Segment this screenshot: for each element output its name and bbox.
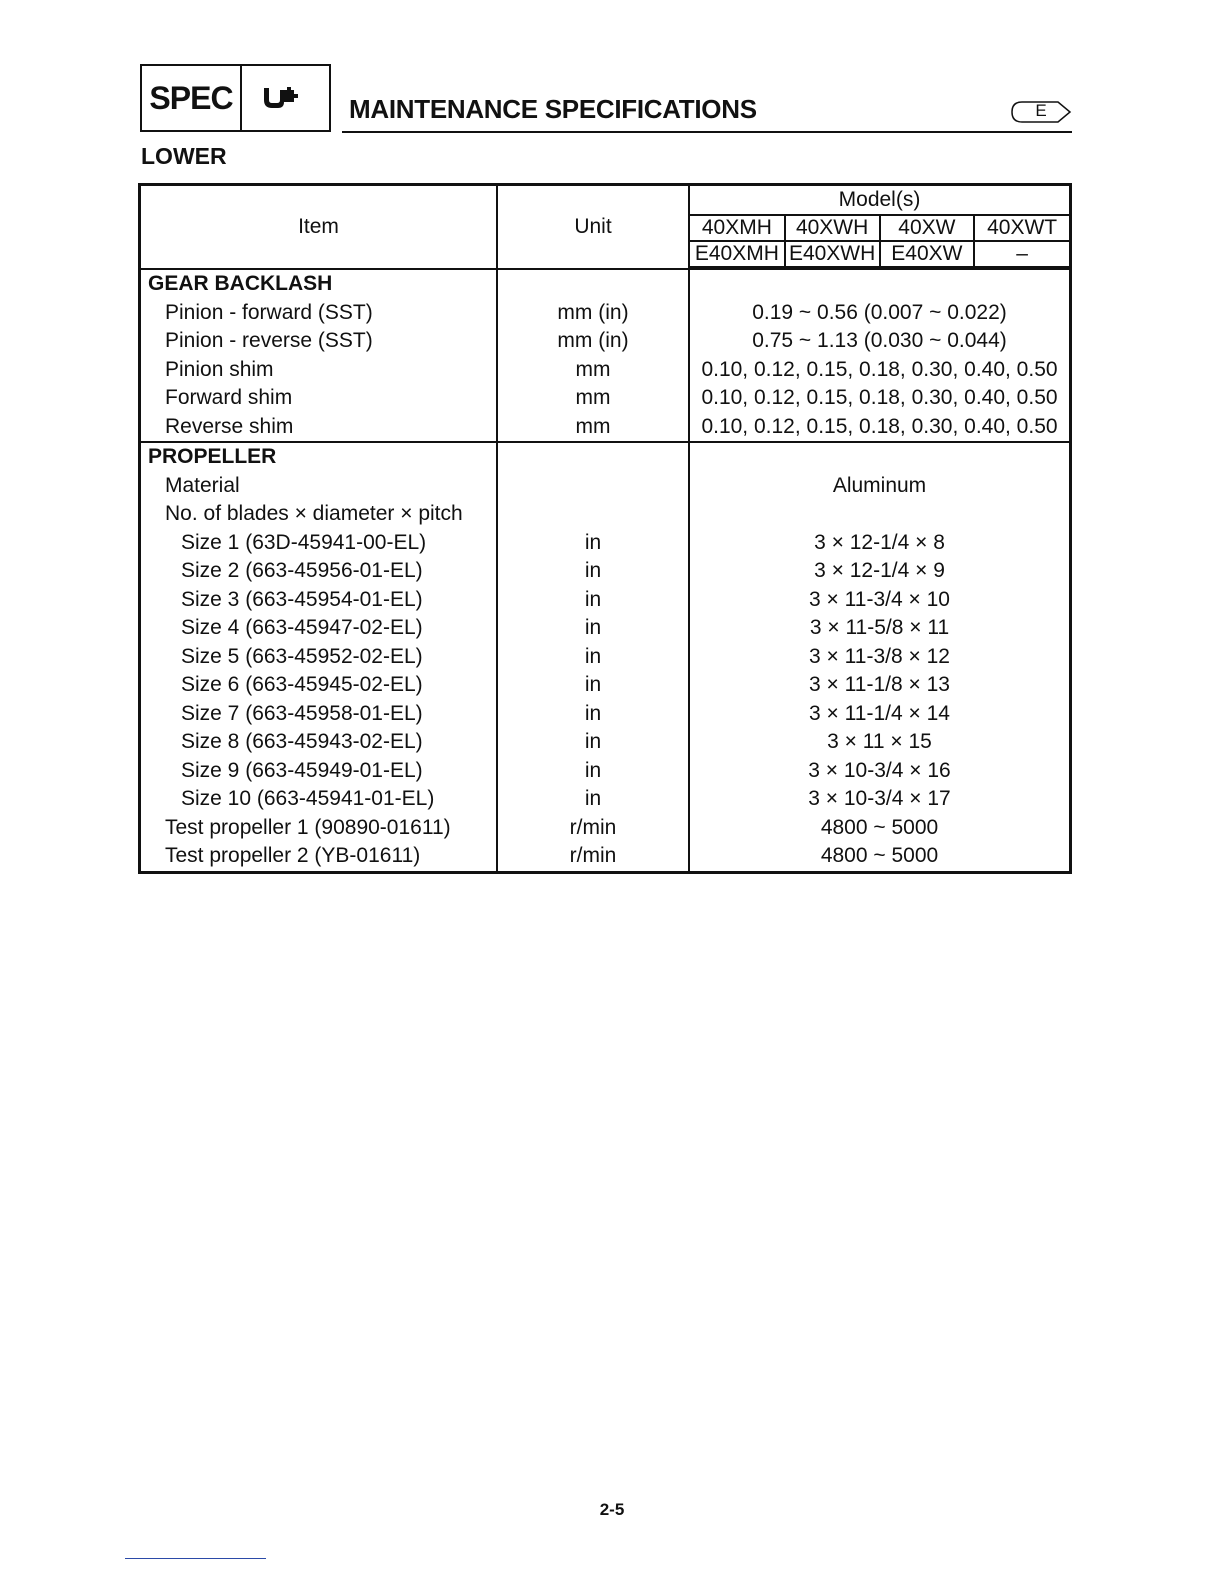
spec-value: 3 × 10-3/4 × 16: [808, 758, 951, 782]
item-label: No. of blades × diameter × pitch: [165, 502, 463, 525]
unit-value: in: [584, 758, 602, 782]
unit-value: in: [584, 787, 602, 810]
spec-value: 0.10, 0.12, 0.15, 0.18, 0.30, 0.40, 0.50: [701, 414, 1058, 438]
unit-value: mm (in): [557, 300, 629, 324]
unit-value: in: [584, 730, 602, 753]
page-title: MAINTENANCE SPECIFICATIONS: [349, 94, 757, 124]
item-label: Size 4 (663-45947-02-EL): [181, 616, 423, 639]
spec-value: 3 × 10-3/4 × 17: [808, 787, 951, 810]
models-label: Model(s): [690, 186, 1069, 215]
unit-value: in: [584, 701, 602, 725]
model-top: 40XMH: [690, 215, 785, 241]
model-top: 40XWH: [785, 215, 880, 241]
propeller-group: [140, 442, 1071, 872]
spec-value: 0.10, 0.12, 0.15, 0.18, 0.30, 0.40, 0.50: [701, 357, 1058, 381]
spec-value: 0.19 ~ 0.56 (0.007 ~ 0.022): [752, 300, 1007, 324]
unit-value: mm: [575, 386, 611, 409]
item-label: Size 2 (663-45956-01-EL): [181, 559, 423, 582]
language-letter: E: [1035, 101, 1047, 120]
unit-value: in: [584, 559, 602, 582]
model-top: 40XWT: [974, 215, 1069, 241]
item-label: Size 9 (663-45949-01-EL): [181, 758, 423, 782]
spec-value: 3 × 11-3/8 × 12: [809, 644, 950, 668]
spec-table: [138, 183, 1072, 874]
item-label: Material: [165, 473, 240, 497]
spec-value: 3 × 11-3/4 × 10: [809, 587, 950, 611]
unit-value: in: [584, 587, 602, 611]
spec-value: 4800 ~ 5000: [820, 815, 939, 839]
unit-value: in: [584, 644, 602, 668]
item-label: Size 6 (663-45945-02-EL): [181, 673, 423, 696]
spec-value: 3 × 11 × 15: [827, 730, 932, 753]
group-title: PROPELLER: [148, 445, 277, 468]
spec-value: 0.75 ~ 1.13 (0.030 ~ 0.044): [752, 329, 1007, 352]
item-label: Test propeller 1 (90890-01611): [165, 815, 451, 839]
spec-value: Aluminum: [832, 473, 927, 497]
page-number: 2-5: [599, 1500, 625, 1519]
spec-badge: [140, 64, 331, 132]
spec-value: 3 × 12-1/4 × 8: [814, 530, 945, 554]
language-mark: [1010, 100, 1072, 124]
item-label: Reverse shim: [165, 414, 294, 438]
unit-value: mm: [575, 357, 611, 381]
model-bottom: –: [974, 241, 1069, 267]
item-label: Size 7 (663-45958-01-EL): [181, 701, 423, 725]
spec-value: 3 × 11-1/8 × 13: [809, 673, 950, 696]
section-title: LOWER: [141, 143, 227, 169]
footer-rule: [125, 1558, 266, 1559]
item-header: Item: [140, 185, 498, 270]
model-top: 40XW: [880, 215, 975, 241]
item-label: Forward shim: [165, 386, 293, 409]
unit-value: mm: [575, 414, 611, 438]
unit-header: Unit: [497, 185, 689, 270]
unit-value: r/min: [569, 844, 617, 867]
unit-value: in: [584, 673, 602, 696]
item-label: Pinion shim: [165, 357, 274, 381]
unit-value: in: [584, 530, 602, 554]
item-label: Pinion - reverse (SST): [165, 329, 373, 352]
unit-value: in: [584, 616, 602, 639]
item-label: Size 8 (663-45943-02-EL): [181, 730, 423, 753]
unit-value: mm (in): [557, 329, 629, 352]
item-label: Test propeller 2 (YB-01611): [165, 844, 421, 867]
spec-value: 3 × 11-5/8 × 11: [809, 616, 950, 639]
spec-value: 3 × 11-1/4 × 14: [809, 701, 950, 725]
spec-value: 4800 ~ 5000: [820, 844, 939, 867]
model-bottom: E40XMH: [690, 241, 785, 267]
spec-value: 0.10, 0.12, 0.15, 0.18, 0.30, 0.40, 0.50: [701, 386, 1058, 409]
model-bottom: E40XWH: [785, 241, 880, 267]
spec-value: 3 × 12-1/4 × 9: [814, 559, 945, 582]
models-header: [689, 185, 1071, 270]
table-header: [140, 185, 1071, 270]
gear-backlash-group: [140, 269, 1071, 442]
item-label: Size 1 (63D-45941-00-EL): [181, 530, 427, 554]
item-label: Size 5 (663-45952-02-EL): [181, 644, 423, 668]
unit-value: r/min: [569, 815, 617, 839]
header-rule: [342, 131, 1072, 133]
item-label: Size 3 (663-45954-01-EL): [181, 587, 423, 611]
item-label: Pinion - forward (SST): [165, 300, 373, 324]
item-label: Size 10 (663-45941-01-EL): [181, 787, 435, 810]
model-bottom: E40XW: [880, 241, 975, 267]
group-title: GEAR BACKLASH: [148, 272, 333, 295]
wrench-icon: [244, 66, 331, 130]
spec-label: SPEC: [142, 66, 242, 130]
